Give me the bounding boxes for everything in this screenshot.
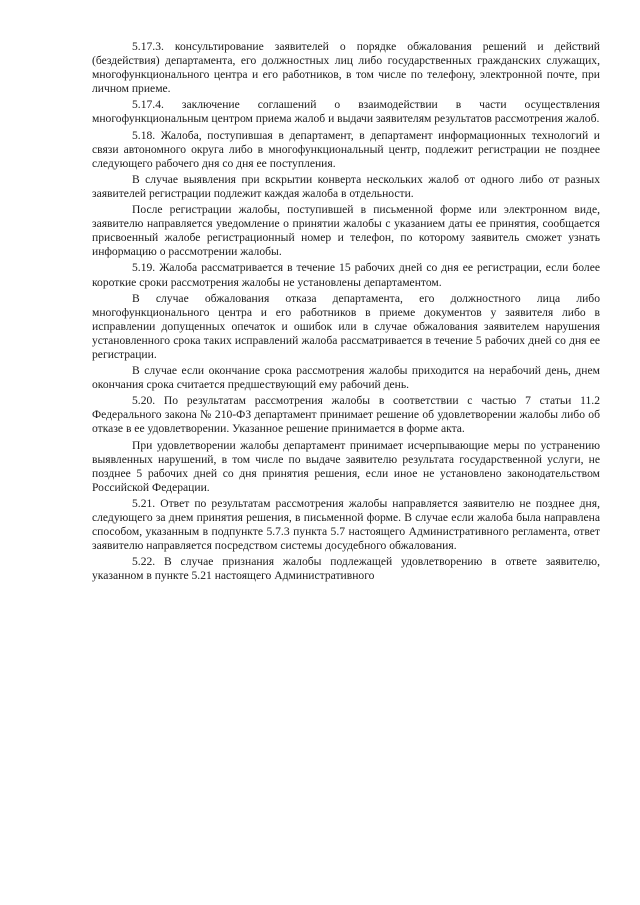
paragraph-5-17-4: 5.17.4. заключение соглашений о взаимодействии в части осуществления многофункциональным центром приема жалоб и выдачи заявителям результатов рассмотрения жалоб. <box>92 98 600 126</box>
paragraph-5-20: 5.20. По результатам рассмотрения жалобы в соответствии с частью 7 статьи 11.2 Федерального закона № 210-ФЗ департамент принимает решение об удовлетворении жалобы либо об отказе в ее удовлетворении. Указанное решение принимается в форме акта. <box>92 394 600 436</box>
paragraph-refusal-appeal: В случае обжалования отказа департамента, его должностного лица либо многофункционального центра и его работников в приеме документов у заявителя либо в исправлении допущенных опечаток и ошибок или в случае обжалования заявителем нарушения установленного срока таких исправлений жалоба рассматривается в течение 5 рабочих дней со дня ее регистрации. <box>92 291 600 361</box>
paragraph-registration-notice: После регистрации жалобы, поступившей в письменной форме или электронном виде, заявителю направляется уведомление о принятии жалобы с указанием даты ее принятия, сообщается присвоенный жалобе регистрационный номер и телефон, по которому заявитель сможет узнать информацию о рассмотрении жалобы. <box>92 203 600 259</box>
document-page <box>92 40 600 585</box>
paragraph-multiple-complaints: В случае выявления при вскрытии конверта нескольких жалоб от одного либо от разных заявителей регистрации подлежит каждая жалоба в отдельности. <box>92 172 600 200</box>
paragraph-5-19: 5.19. Жалоба рассматривается в течение 15 рабочих дней со дня ее регистрации, если более короткие сроки рассмотрения жалобы не установлены департаментом. <box>92 261 600 289</box>
paragraph-5-22: 5.22. В случае признания жалобы подлежащей удовлетворению в ответе заявителю, указанном в пункте 5.21 настоящего Административного <box>92 555 600 583</box>
paragraph-5-18: 5.18. Жалоба, поступившая в департамент, в департамент информационных технологий и связи автономного округа либо в многофункциональный центр, подлежит регистрации не позднее следующего рабочего дня со дня ее поступления. <box>92 128 600 170</box>
paragraph-satisfaction-measures: При удовлетворении жалобы департамент принимает исчерпывающие меры по устранению выявленных нарушений, в том числе по выдаче заявителю результата государственной услуги, не позднее 5 рабочих дней со дня принятия решения, если иное не установлено законодательством Российской Федерации. <box>92 438 600 494</box>
paragraph-5-21: 5.21. Ответ по результатам рассмотрения жалобы направляется заявителю не позднее дня, следующего за днем принятия решения, в письменной форме. В случае если жалоба была направлена способом, указанным в подпункте 5.7.3 пункта 5.7 настоящего Административного регламента, ответ заявителю направляется посредством системы досудебного обжалования. <box>92 496 600 553</box>
paragraph-5-17-3: 5.17.3. консультирование заявителей о порядке обжалования решений и действий (бездействия) департамента, его должностных лиц либо государственных гражданских служащих, многофункционального центра и его работников, в том числе по телефону, электронной почте, при личном приеме. <box>92 40 600 96</box>
paragraph-nonworking-day: В случае если окончание срока рассмотрения жалобы приходится на нерабочий день, днем окончания срока считается предшествующий ему рабочий день. <box>92 364 600 392</box>
